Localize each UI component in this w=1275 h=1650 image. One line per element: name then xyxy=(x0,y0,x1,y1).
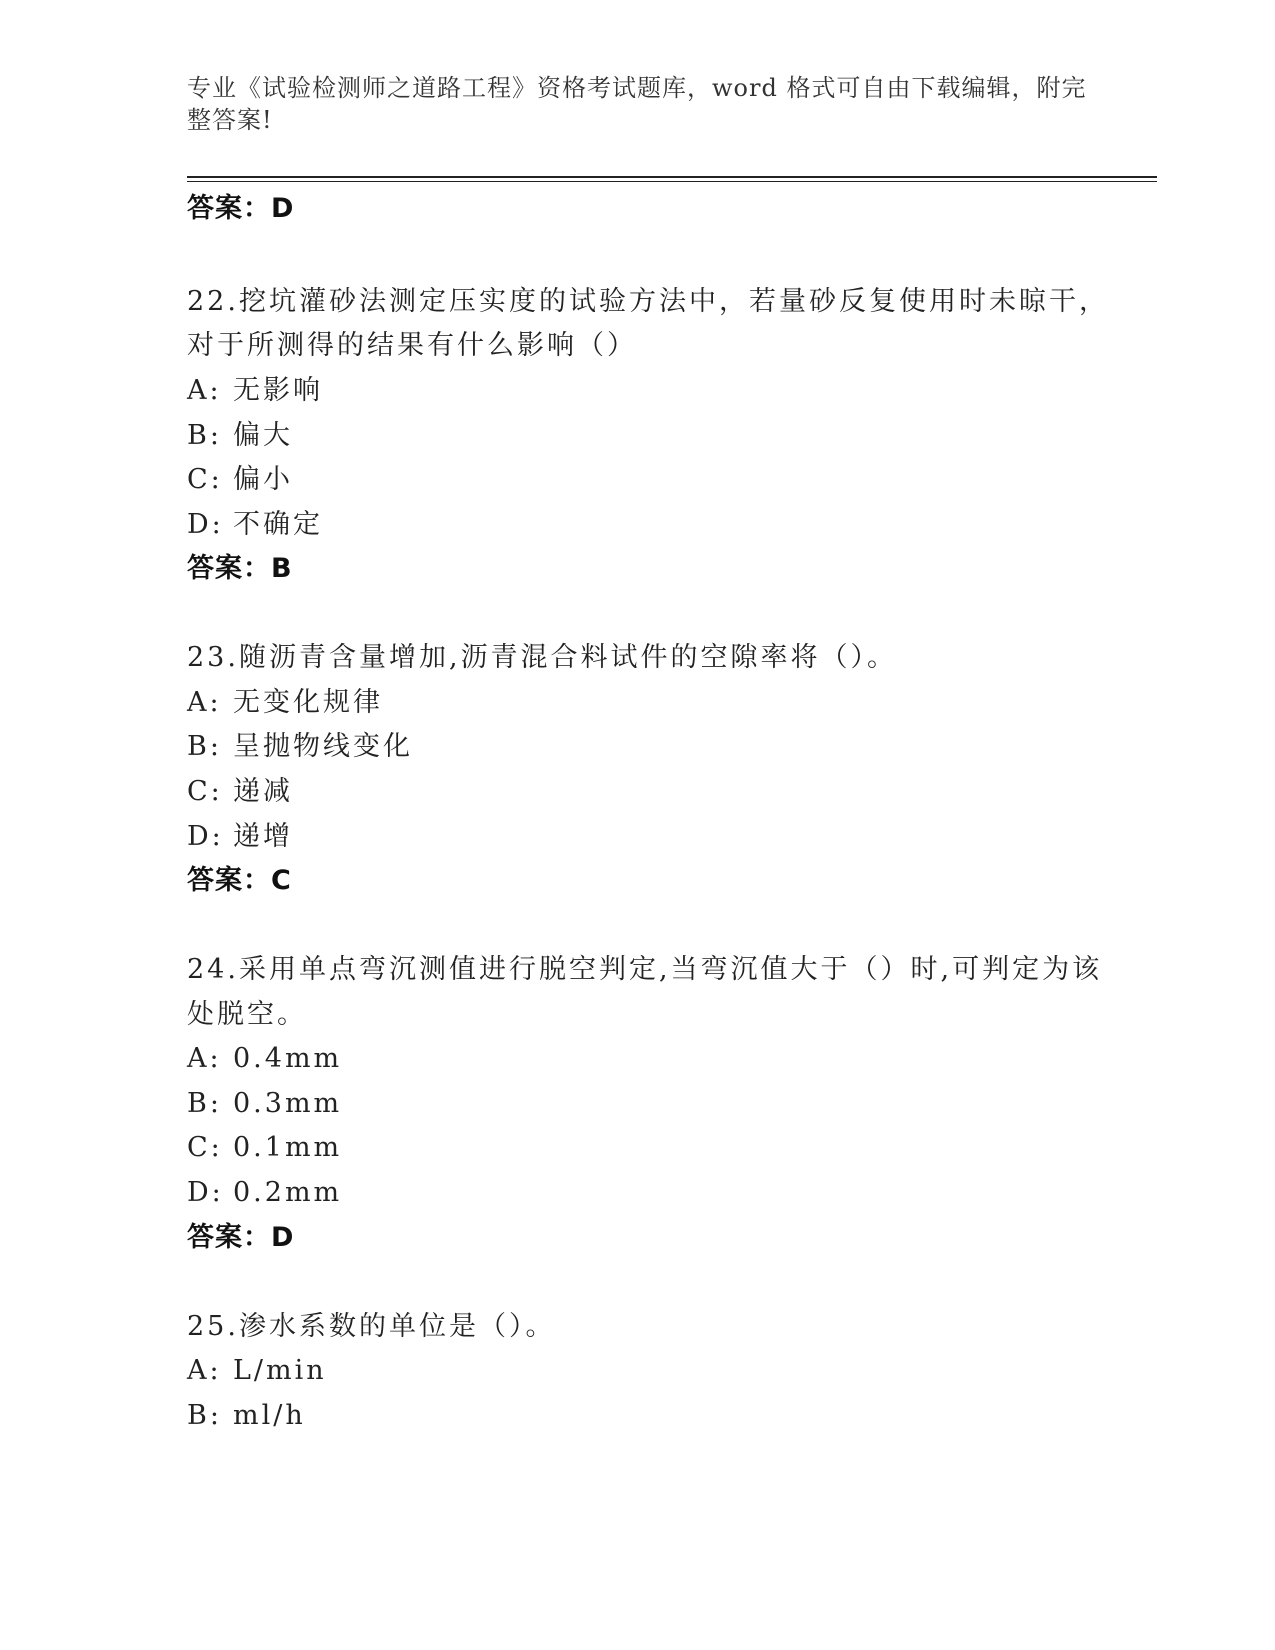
question-24-option-d xyxy=(187,1176,342,1210)
question-22-option-c xyxy=(187,463,293,497)
question-23-answer: 答案：C xyxy=(187,865,292,896)
option-letter: A: xyxy=(187,687,222,718)
question-23-option-a xyxy=(187,686,383,720)
header-line-2: 整答案! xyxy=(187,106,273,134)
option-text: L/min xyxy=(233,1355,327,1386)
question-24-option-b xyxy=(187,1087,342,1121)
option-text: ml/h xyxy=(233,1400,306,1431)
header-line-1: 专业《试验检测师之道路工程》资格考试题库，word 格式可自由下载编辑，附完 xyxy=(187,74,1087,102)
option-letter: D: xyxy=(187,1177,224,1208)
option-letter: A: xyxy=(187,1355,222,1386)
option-text: 不确定 xyxy=(233,509,323,540)
option-letter: B: xyxy=(187,1088,222,1119)
option-text: 递增 xyxy=(233,821,293,852)
question-23-option-b xyxy=(187,730,413,764)
option-letter: C: xyxy=(187,1132,223,1163)
question-24-answer: 答案：D xyxy=(187,1222,295,1253)
question-24-option-a xyxy=(187,1042,342,1076)
question-22-stem-line-1: 22.挖坑灌砂法测定压实度的试验方法中，若量砂反复使用时未晾干， xyxy=(187,286,1109,317)
option-text: 0.3mm xyxy=(233,1088,343,1119)
option-text: 偏小 xyxy=(233,464,293,495)
question-23-option-c xyxy=(187,775,293,809)
option-text: 偏大 xyxy=(233,420,293,451)
question-23-stem-line-1: 23.随沥青含量增加,沥青混合料试件的空隙率将（）。 xyxy=(187,642,898,673)
option-letter: D: xyxy=(187,821,224,852)
option-text: 0.1mm xyxy=(233,1132,343,1163)
question-25-option-a xyxy=(187,1354,327,1388)
question-24-option-c xyxy=(187,1131,342,1165)
option-text: 0.2mm xyxy=(233,1177,343,1208)
question-22-option-a xyxy=(187,374,323,408)
option-text: 0.4mm xyxy=(233,1043,343,1074)
option-letter: C: xyxy=(187,464,223,495)
question-22-answer: 答案：B xyxy=(187,553,293,584)
header-rule-thin xyxy=(187,181,1157,182)
answer-prev: 答案：D xyxy=(187,193,295,224)
option-text: 无影响 xyxy=(233,375,323,406)
option-text: 呈抛物线变化 xyxy=(233,731,413,762)
question-24-stem-line-1: 24.采用单点弯沉测值进行脱空判定,当弯沉值大于（）时,可判定为该 xyxy=(187,954,1103,985)
question-24-stem-line-2: 处脱空。 xyxy=(187,999,307,1030)
header-rule-thick xyxy=(187,176,1157,178)
option-letter: C: xyxy=(187,776,223,807)
question-22-option-d xyxy=(187,508,323,542)
question-22-stem-line-2: 对于所测得的结果有什么影响（） xyxy=(187,330,637,361)
option-letter: A: xyxy=(187,1043,222,1074)
option-text: 无变化规律 xyxy=(233,687,383,718)
option-letter: B: xyxy=(187,731,222,762)
option-letter: B: xyxy=(187,420,222,451)
question-23-option-d xyxy=(187,820,293,854)
option-letter: B: xyxy=(187,1400,222,1431)
option-letter: D: xyxy=(187,509,224,540)
question-25-stem-line-1: 25.渗水系数的单位是（）。 xyxy=(187,1311,556,1342)
option-text: 递减 xyxy=(233,776,293,807)
question-25-option-b xyxy=(187,1399,306,1433)
document-header xyxy=(187,72,1087,136)
option-letter: A: xyxy=(187,375,222,406)
question-22-option-b xyxy=(187,419,293,453)
